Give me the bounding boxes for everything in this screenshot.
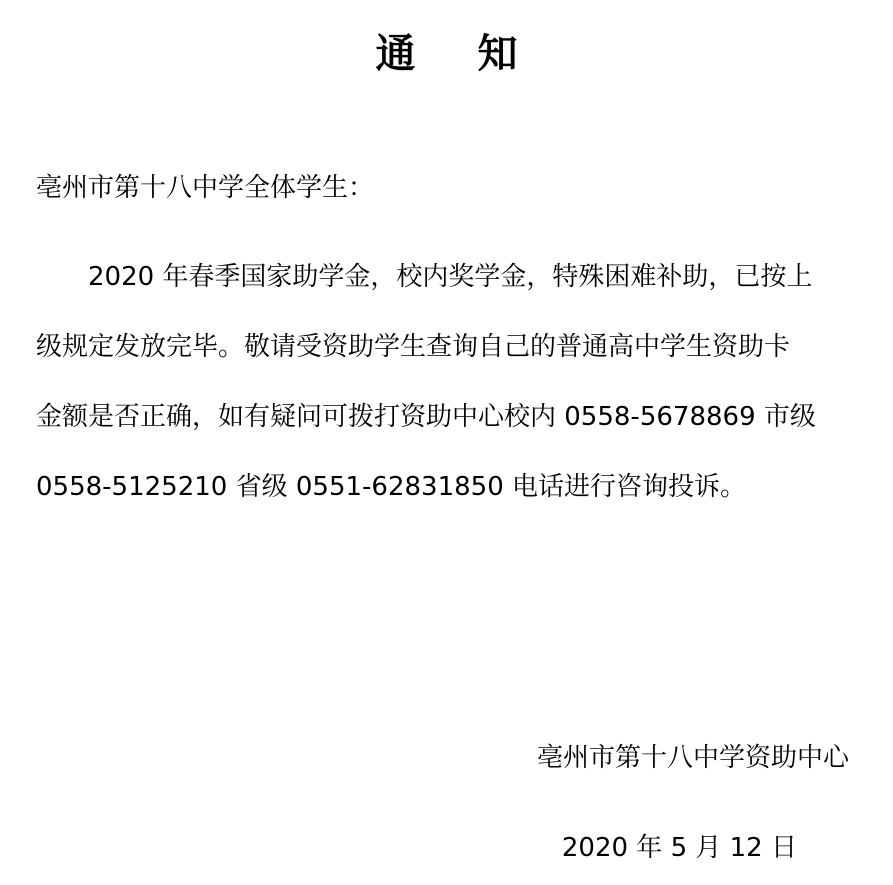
body-line-4: 0558-5125210 省级 0551-62831850 电话进行咨询投诉。 [36,472,747,502]
salutation: 亳州市第十八中学全体学生： [36,173,375,203]
notice-title: 通 知 [375,31,542,77]
body-line-3: 金额是否正确，如有疑问可拨打资助中心校内 0558-5678869 市级 [36,402,816,432]
body-line-1: 2020 年春季国家助学金，校内奖学金，特殊困难补助，已按上 [88,262,813,292]
issuer-signature: 亳州市第十八中学资助中心 [536,743,849,773]
body-line-2: 级规定发放完毕。敬请受资助学生查询自己的普通高中学生资助卡 [36,332,791,362]
issue-date: 2020 年 5 月 12 日 [561,833,797,863]
